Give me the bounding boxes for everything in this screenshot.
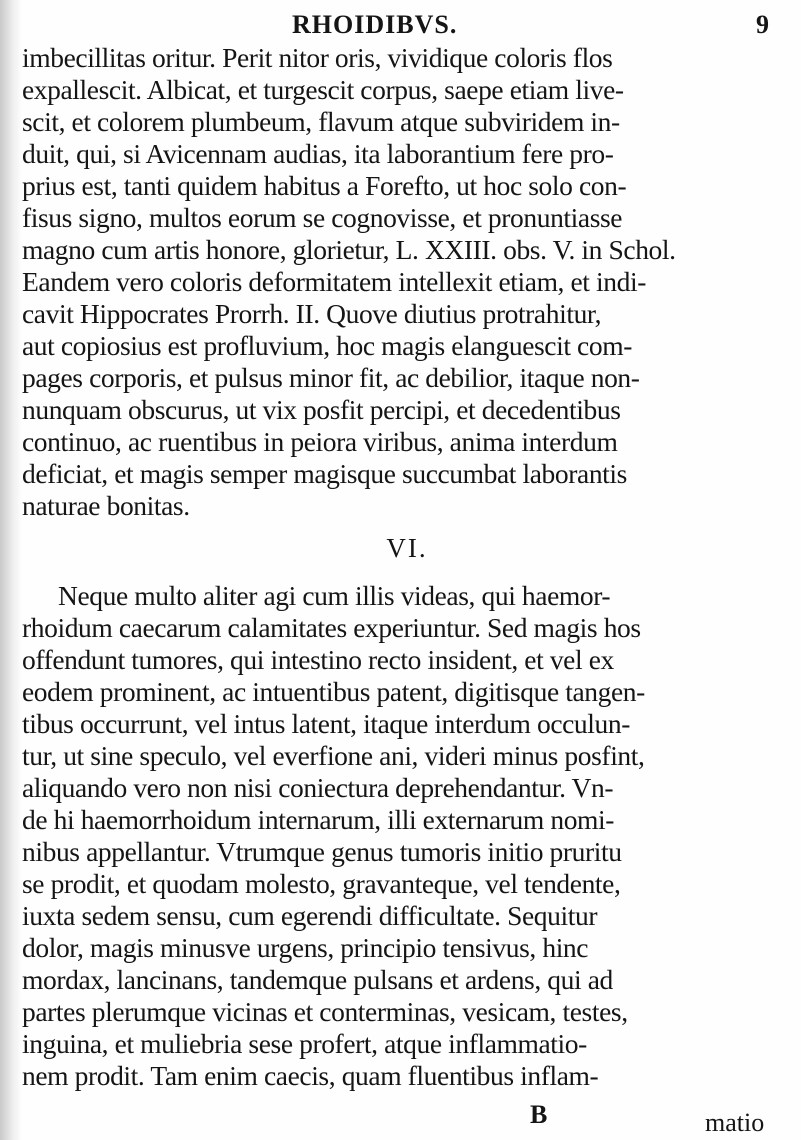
signature-mark: B [530, 1100, 548, 1129]
text-line: expallescit. Albicat, et turgescit corpus, saepe etiam live- [22, 74, 624, 105]
text-line: mordax, lancinans, tandemque pulsans et ardens, qui ad [22, 964, 613, 995]
text-line: duit, qui, si Avicennam audias, ita laborantium fere pro- [22, 138, 614, 169]
binding-gutter-shadow [0, 0, 22, 1140]
page-number: 9 [756, 10, 769, 39]
text-line: aliquando vero non nisi coniectura deprehendantur. Vn- [22, 772, 614, 803]
text-line: Eandem vero coloris deformitatem intellexit etiam, et indi- [22, 266, 646, 297]
text-line: cavit Hippocrates Prorrh. II. Quove diutius protrahitur, [22, 298, 602, 329]
text-line: Neque multo aliter agi cum illis videas, qui haemor- [58, 580, 611, 611]
text-line: deficiat, et magis semper magisque succumbat laborantis [22, 458, 627, 489]
text-line: de hi haemorrhoidum internarum, illi externarum nomi- [22, 804, 615, 835]
text-line: rhoidum caecarum calamitates experiuntur. Sed magis hos [22, 612, 641, 643]
text-line: magno cum artis honore, glorietur, L. XXIII. obs. V. in Schol. [22, 234, 676, 265]
text-line: tibus occurrunt, vel intus latent, itaque interdum occulun- [22, 708, 630, 739]
running-head: RHOIDIBVS. [292, 10, 458, 39]
text-line: prius est, tanti quidem habitus a Forefto, ut hoc solo con- [22, 170, 627, 201]
section-heading: VI. [386, 533, 428, 563]
text-line: iuxta sedem sensu, cum egerendi difficultate. Sequitur [22, 900, 598, 931]
text-line: eodem prominent, ac intuentibus patent, digitisque tangen- [22, 676, 645, 707]
text-line: fisus signo, multos eorum se cognovisse, et pronuntiasse [22, 202, 623, 233]
paragraph-2 [22, 580, 792, 1092]
paragraph-1 [22, 42, 792, 522]
text-line: nunquam obscurus, ut vix posfit percipi, et decedentibus [22, 394, 621, 425]
body-text [22, 42, 792, 1092]
text-line: imbecillitas oritur. Perit nitor oris, vividique coloris flos [22, 42, 613, 73]
text-line: nibus appellantur. Vtrumque genus tumoris initio pruritu [22, 836, 622, 867]
text-line: nem prodit. Tam enim caecis, quam fluentibus inflam- [22, 1060, 599, 1091]
text-line: partes plerumque vicinas et conterminas, vesicam, testes, [22, 996, 628, 1027]
catchword: matio [705, 1108, 765, 1137]
page-footer [0, 1100, 801, 1138]
text-line: se prodit, et quodam molesto, gravanteque, vel tendente, [22, 868, 621, 899]
text-line: continuo, ac ruentibus in peiora viribus, anima interdum [22, 426, 618, 457]
text-line: inguina, et muliebria sese profert, atque inflammatio- [22, 1028, 587, 1059]
text-line: aut copiosius est profluvium, hoc magis elanguescit com- [22, 330, 632, 361]
text-line: dolor, magis minusve urgens, principio tensivus, hinc [22, 932, 589, 963]
text-line: tur, ut sine speculo, vel everfione ani, videri minus posfint, [22, 740, 645, 771]
text-line: pages corporis, et pulsus minor fit, ac debilior, itaque non- [22, 362, 640, 393]
text-line: offendunt tumores, qui intestino recto insident, et vel ex [22, 644, 614, 675]
text-line: naturae bonitas. [22, 490, 190, 521]
text-line: scit, et colorem plumbeum, flavum atque subviridem in- [22, 106, 620, 137]
